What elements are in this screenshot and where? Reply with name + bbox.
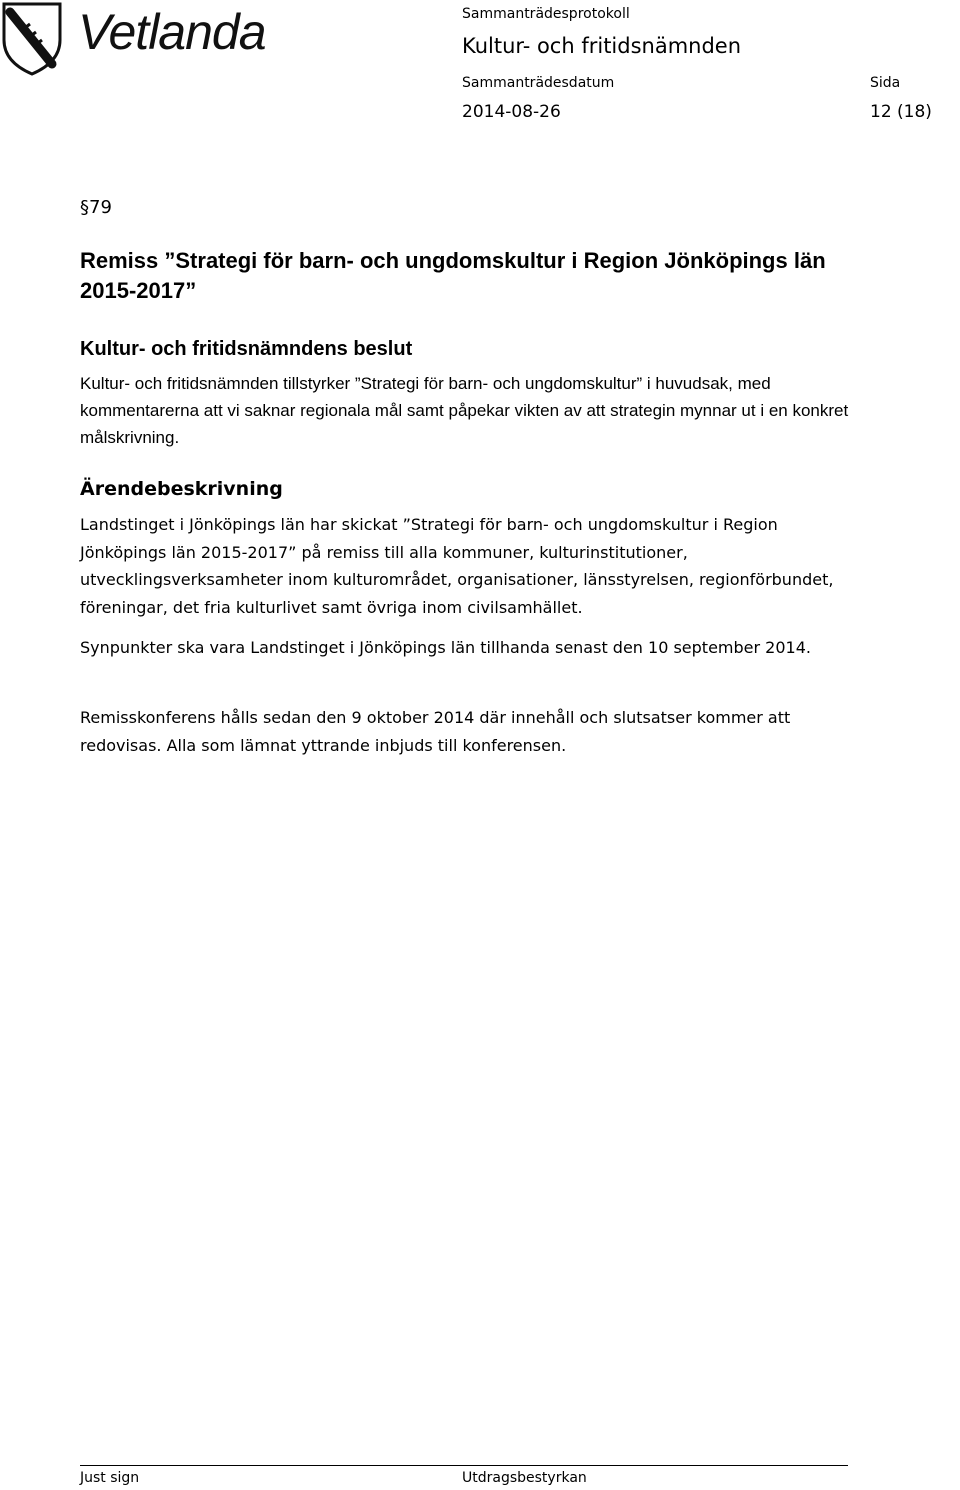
description-heading: Ärendebeskrivning bbox=[80, 478, 283, 500]
page-title: Remiss ”Strategi för barn- och ungdomskultur i Region Jönköpings län 2015-2017” bbox=[80, 248, 826, 303]
committee-name: Kultur- och fritidsnämnden bbox=[462, 34, 742, 58]
description-paragraph-1: Landstinget i Jönköpings län har skickat ”Strategi för barn- och ungdomskultur i Region Jönköpings län 2015-2017” på remiss till alla kommuner, kulturinstitutioner, utvecklingsverksamheter inom kulturområdet, organisationer, länsstyrelsen, regionförbundet, föreningar, det fria kulturlivet samt övriga inom civilsamhället. bbox=[80, 515, 834, 617]
description-paragraph-2: Synpunkter ska vara Landstinget i Jönköpings län tillhanda senast den 10 september 2014. bbox=[80, 638, 811, 657]
coat-of-arms-icon bbox=[0, 0, 66, 76]
brand-name: Vetlanda bbox=[78, 4, 266, 60]
doc-type: Sammanträdesprotokoll bbox=[462, 6, 630, 22]
meeting-date: 2014-08-26 bbox=[462, 102, 561, 122]
page-number: 12 (18) bbox=[870, 102, 932, 122]
extract-label: Utdragsbestyrkan bbox=[462, 1470, 587, 1486]
decision-heading: Kultur- och fritidsnämndens beslut bbox=[80, 338, 413, 360]
description-paragraph-3: Remisskonferens hålls sedan den 9 oktober 2014 där innehåll och slutsatser kommer att redovisas. Alla som lämnat yttrande inbjuds till konferensen. bbox=[80, 708, 791, 755]
decision-text: Kultur- och fritidsnämnden tillstyrker ”Strategi för barn- och ungdomskultur” i huvudsak, med kommentarerna att vi saknar regionala mål samt påpekar vikten av att strategin mynnar ut i en konkret målskrivning. bbox=[80, 374, 849, 447]
section-number: §79 bbox=[80, 197, 112, 218]
footer-divider bbox=[80, 1465, 848, 1466]
just-sign-label: Just sign bbox=[80, 1470, 140, 1486]
date-label: Sammanträdesdatum bbox=[462, 75, 615, 91]
vetlanda-logo bbox=[0, 0, 300, 80]
page-label: Sida bbox=[870, 75, 901, 91]
